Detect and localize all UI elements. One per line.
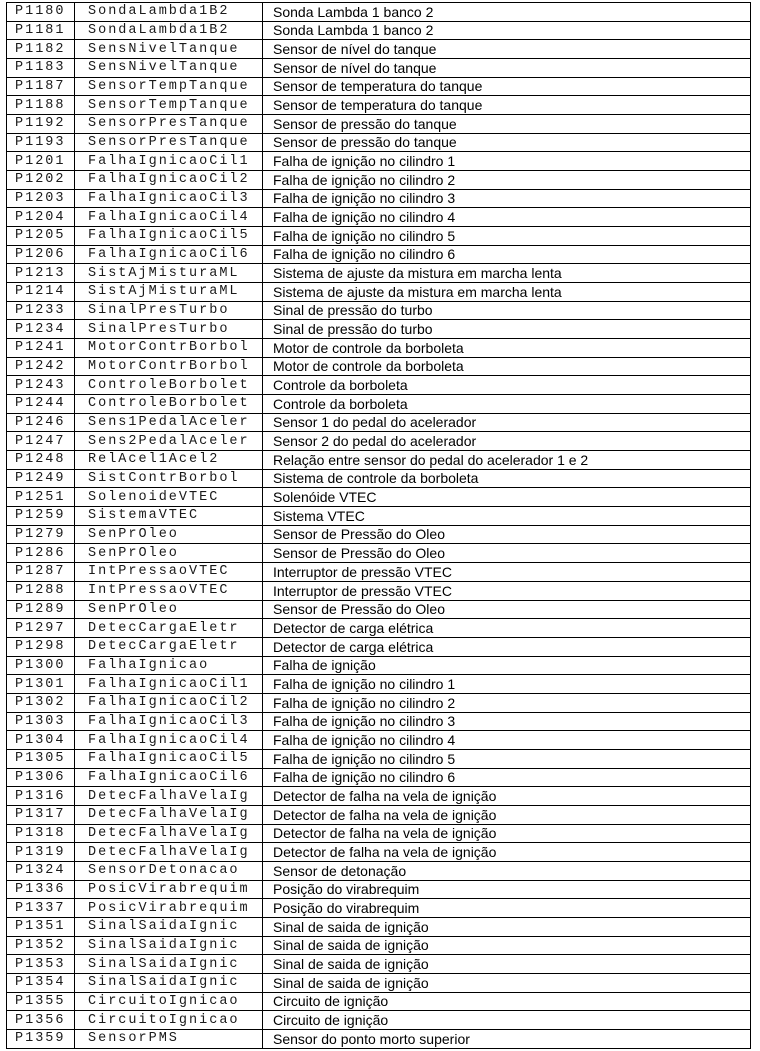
dtc-code-cell: P1187	[7, 77, 75, 96]
dtc-code-cell: P1193	[7, 133, 75, 152]
table-row	[7, 600, 751, 619]
dtc-description-cell: Sinal de saida de ignição	[263, 917, 751, 936]
dtc-codes-table	[6, 2, 751, 1049]
dtc-code-cell: P1251	[7, 488, 75, 507]
dtc-description-cell: Falha de ignição no cilindro 1	[263, 152, 751, 171]
table-row	[7, 936, 751, 955]
dtc-name-cell: SistAjMisturaML	[75, 283, 263, 302]
table-row	[7, 21, 751, 40]
dtc-name-cell: SinalPresTurbo	[75, 301, 263, 320]
table-row	[7, 619, 751, 638]
table-row	[7, 469, 751, 488]
dtc-description-cell: Sinal de pressão do turbo	[263, 301, 751, 320]
dtc-code-cell: P1351	[7, 917, 75, 936]
dtc-code-cell: P1188	[7, 96, 75, 115]
dtc-code-cell: P1180	[7, 3, 75, 22]
dtc-name-cell: DetecFalhaVelaIg	[75, 824, 263, 843]
dtc-name-cell: SondaLambda1B2	[75, 3, 263, 22]
dtc-code-cell: P1317	[7, 805, 75, 824]
dtc-code-cell: P1204	[7, 208, 75, 227]
dtc-code-cell: P1324	[7, 861, 75, 880]
table-row	[7, 973, 751, 992]
dtc-description-cell: Interruptor de pressão VTEC	[263, 563, 751, 582]
dtc-name-cell: FalhaIgnicaoCil1	[75, 675, 263, 694]
dtc-description-cell: Sistema VTEC	[263, 507, 751, 526]
dtc-name-cell: SinalSaidaIgnic	[75, 936, 263, 955]
dtc-description-cell: Falha de ignição no cilindro 2	[263, 693, 751, 712]
table-row	[7, 40, 751, 59]
dtc-description-cell: Sensor de nível do tanque	[263, 40, 751, 59]
dtc-description-cell: Motor de controle da borboleta	[263, 339, 751, 358]
dtc-code-cell: P1259	[7, 507, 75, 526]
dtc-name-cell: SensNivelTanque	[75, 40, 263, 59]
dtc-description-cell: Falha de ignição no cilindro 5	[263, 227, 751, 246]
dtc-name-cell: FalhaIgnicaoCil1	[75, 152, 263, 171]
dtc-code-cell: P1355	[7, 992, 75, 1011]
dtc-table-body	[7, 3, 751, 1049]
dtc-name-cell: RelAcel1Acel2	[75, 451, 263, 470]
dtc-name-cell: FalhaIgnicaoCil3	[75, 712, 263, 731]
dtc-code-cell: P1247	[7, 432, 75, 451]
table-row	[7, 451, 751, 470]
dtc-code-cell: P1305	[7, 749, 75, 768]
dtc-description-cell: Controle da borboleta	[263, 395, 751, 414]
dtc-name-cell: DetecCargaEletr	[75, 637, 263, 656]
table-row	[7, 115, 751, 134]
dtc-name-cell: Sens2PedalAceler	[75, 432, 263, 451]
dtc-code-cell: P1213	[7, 264, 75, 283]
table-row	[7, 320, 751, 339]
dtc-description-cell: Falha de ignição no cilindro 2	[263, 171, 751, 190]
table-row	[7, 880, 751, 899]
dtc-code-cell: P1233	[7, 301, 75, 320]
dtc-code-cell: P1354	[7, 973, 75, 992]
dtc-name-cell: Sens1PedalAceler	[75, 413, 263, 432]
dtc-name-cell: SensorPMS	[75, 1029, 263, 1048]
dtc-name-cell: MotorContrBorbol	[75, 339, 263, 358]
dtc-code-cell: P1234	[7, 320, 75, 339]
dtc-description-cell: Sensor de Pressão do Oleo	[263, 600, 751, 619]
dtc-description-cell: Posição do virabrequim	[263, 899, 751, 918]
dtc-description-cell: Sonda Lambda 1 banco 2	[263, 21, 751, 40]
dtc-name-cell: ControleBorbolet	[75, 376, 263, 395]
table-row	[7, 189, 751, 208]
dtc-description-cell: Sensor de detonação	[263, 861, 751, 880]
dtc-name-cell: SensorTempTanque	[75, 77, 263, 96]
table-row	[7, 283, 751, 302]
table-row	[7, 227, 751, 246]
dtc-description-cell: Circuito de ignição	[263, 992, 751, 1011]
dtc-name-cell: FalhaIgnicaoCil6	[75, 768, 263, 787]
dtc-name-cell: SolenoideVTEC	[75, 488, 263, 507]
table-row	[7, 525, 751, 544]
table-row	[7, 861, 751, 880]
table-row	[7, 563, 751, 582]
dtc-name-cell: SinalPresTurbo	[75, 320, 263, 339]
dtc-name-cell: CircuitoIgnicao	[75, 992, 263, 1011]
dtc-description-cell: Sinal de saida de ignição	[263, 936, 751, 955]
table-row	[7, 357, 751, 376]
dtc-name-cell: SenPrOleo	[75, 600, 263, 619]
dtc-name-cell: SistAjMisturaML	[75, 264, 263, 283]
dtc-code-cell: P1302	[7, 693, 75, 712]
dtc-code-cell: P1244	[7, 395, 75, 414]
table-row	[7, 59, 751, 78]
dtc-code-cell: P1243	[7, 376, 75, 395]
table-row	[7, 133, 751, 152]
dtc-description-cell: Solenóide VTEC	[263, 488, 751, 507]
dtc-name-cell: FalhaIgnicaoCil2	[75, 693, 263, 712]
dtc-name-cell: PosicVirabrequim	[75, 899, 263, 918]
table-row	[7, 843, 751, 862]
dtc-code-cell: P1205	[7, 227, 75, 246]
dtc-name-cell: CircuitoIgnicao	[75, 1011, 263, 1030]
dtc-code-cell: P1181	[7, 21, 75, 40]
table-row	[7, 208, 751, 227]
dtc-description-cell: Detector de falha na vela de ignição	[263, 843, 751, 862]
dtc-name-cell: FalhaIgnicaoCil5	[75, 749, 263, 768]
dtc-name-cell: SinalSaidaIgnic	[75, 973, 263, 992]
dtc-description-cell: Sonda Lambda 1 banco 2	[263, 3, 751, 22]
dtc-code-cell: P1279	[7, 525, 75, 544]
table-row	[7, 824, 751, 843]
table-row	[7, 413, 751, 432]
table-row	[7, 376, 751, 395]
dtc-name-cell: SinalSaidaIgnic	[75, 917, 263, 936]
dtc-description-cell: Sensor 1 do pedal do acelerador	[263, 413, 751, 432]
table-row	[7, 488, 751, 507]
dtc-name-cell: FalhaIgnicaoCil6	[75, 245, 263, 264]
dtc-code-cell: P1241	[7, 339, 75, 358]
dtc-code-cell: P1336	[7, 880, 75, 899]
dtc-name-cell: SondaLambda1B2	[75, 21, 263, 40]
dtc-name-cell: SensorPresTanque	[75, 115, 263, 134]
dtc-description-cell: Detector de falha na vela de ignição	[263, 824, 751, 843]
dtc-code-cell: P1301	[7, 675, 75, 694]
dtc-name-cell: FalhaIgnicaoCil3	[75, 189, 263, 208]
dtc-name-cell: DetecFalhaVelaIg	[75, 787, 263, 806]
table-row	[7, 395, 751, 414]
dtc-name-cell: SistemaVTEC	[75, 507, 263, 526]
dtc-description-cell: Interruptor de pressão VTEC	[263, 581, 751, 600]
dtc-description-cell: Detector de falha na vela de ignição	[263, 787, 751, 806]
table-row	[7, 899, 751, 918]
dtc-code-cell: P1352	[7, 936, 75, 955]
dtc-code-cell: P1304	[7, 731, 75, 750]
table-row	[7, 1029, 751, 1048]
dtc-description-cell: Sensor de Pressão do Oleo	[263, 525, 751, 544]
table-row	[7, 637, 751, 656]
dtc-name-cell: SensorTempTanque	[75, 96, 263, 115]
dtc-description-cell: Circuito de ignição	[263, 1011, 751, 1030]
dtc-code-cell: P1192	[7, 115, 75, 134]
table-row	[7, 3, 751, 22]
dtc-code-cell: P1182	[7, 40, 75, 59]
table-row	[7, 693, 751, 712]
dtc-description-cell: Falha de ignição no cilindro 4	[263, 208, 751, 227]
table-row	[7, 301, 751, 320]
dtc-description-cell: Posição do virabrequim	[263, 880, 751, 899]
table-row	[7, 245, 751, 264]
dtc-name-cell: MotorContrBorbol	[75, 357, 263, 376]
dtc-description-cell: Falha de ignição no cilindro 6	[263, 768, 751, 787]
dtc-description-cell: Sinal de saida de ignição	[263, 973, 751, 992]
dtc-code-cell: P1288	[7, 581, 75, 600]
dtc-name-cell: SensorPresTanque	[75, 133, 263, 152]
table-row	[7, 712, 751, 731]
dtc-name-cell: IntPressaoVTEC	[75, 563, 263, 582]
table-row	[7, 171, 751, 190]
table-row	[7, 917, 751, 936]
dtc-description-cell: Falha de ignição no cilindro 4	[263, 731, 751, 750]
table-row	[7, 656, 751, 675]
dtc-code-cell: P1214	[7, 283, 75, 302]
dtc-code-cell: P1289	[7, 600, 75, 619]
dtc-description-cell: Sensor 2 do pedal do acelerador	[263, 432, 751, 451]
dtc-name-cell: SinalSaidaIgnic	[75, 955, 263, 974]
dtc-name-cell: FalhaIgnicaoCil2	[75, 171, 263, 190]
table-row	[7, 768, 751, 787]
dtc-name-cell: FalhaIgnicao	[75, 656, 263, 675]
dtc-description-cell: Sinal de saida de ignição	[263, 955, 751, 974]
dtc-code-cell: P1203	[7, 189, 75, 208]
dtc-code-cell: P1242	[7, 357, 75, 376]
table-row	[7, 955, 751, 974]
dtc-name-cell: DetecCargaEletr	[75, 619, 263, 638]
dtc-name-cell: FalhaIgnicaoCil5	[75, 227, 263, 246]
table-row	[7, 96, 751, 115]
dtc-code-cell: P1353	[7, 955, 75, 974]
dtc-description-cell: Falha de ignição no cilindro 3	[263, 189, 751, 208]
table-row	[7, 787, 751, 806]
dtc-description-cell: Falha de ignição no cilindro 3	[263, 712, 751, 731]
dtc-description-cell: Sensor de temperatura do tanque	[263, 77, 751, 96]
dtc-name-cell: FalhaIgnicaoCil4	[75, 731, 263, 750]
dtc-name-cell: FalhaIgnicaoCil4	[75, 208, 263, 227]
table-row	[7, 805, 751, 824]
dtc-name-cell: SensorDetonacao	[75, 861, 263, 880]
dtc-name-cell: DetecFalhaVelaIg	[75, 805, 263, 824]
dtc-description-cell: Relação entre sensor do pedal do acelerador 1 e 2	[263, 451, 751, 470]
table-row	[7, 264, 751, 283]
dtc-code-cell: P1249	[7, 469, 75, 488]
dtc-code-cell: P1337	[7, 899, 75, 918]
dtc-description-cell: Sistema de ajuste da mistura em marcha lenta	[263, 283, 751, 302]
table-row	[7, 339, 751, 358]
dtc-code-cell: P1318	[7, 824, 75, 843]
dtc-description-cell: Sensor do ponto morto superior	[263, 1029, 751, 1048]
dtc-description-cell: Sensor de pressão do tanque	[263, 133, 751, 152]
table-row	[7, 1011, 751, 1030]
table-row	[7, 544, 751, 563]
dtc-code-cell: P1248	[7, 451, 75, 470]
dtc-description-cell: Falha de ignição no cilindro 1	[263, 675, 751, 694]
dtc-code-cell: P1306	[7, 768, 75, 787]
dtc-code-cell: P1303	[7, 712, 75, 731]
table-row	[7, 749, 751, 768]
dtc-code-cell: P1286	[7, 544, 75, 563]
dtc-description-cell: Detector de carga elétrica	[263, 619, 751, 638]
dtc-name-cell: SensNivelTanque	[75, 59, 263, 78]
dtc-code-cell: P1287	[7, 563, 75, 582]
dtc-code-cell: P1356	[7, 1011, 75, 1030]
dtc-description-cell: Falha de ignição no cilindro 5	[263, 749, 751, 768]
dtc-description-cell: Detector de carga elétrica	[263, 637, 751, 656]
dtc-description-cell: Sensor de pressão do tanque	[263, 115, 751, 134]
dtc-name-cell: PosicVirabrequim	[75, 880, 263, 899]
dtc-code-cell: P1183	[7, 59, 75, 78]
table-row	[7, 675, 751, 694]
dtc-description-cell: Sistema de ajuste da mistura em marcha lenta	[263, 264, 751, 283]
dtc-description-cell: Falha de ignição	[263, 656, 751, 675]
dtc-code-cell: P1319	[7, 843, 75, 862]
dtc-code-cell: P1297	[7, 619, 75, 638]
dtc-name-cell: DetecFalhaVelaIg	[75, 843, 263, 862]
dtc-description-cell: Sistema de controle da borboleta	[263, 469, 751, 488]
dtc-code-cell: P1206	[7, 245, 75, 264]
dtc-name-cell: SenPrOleo	[75, 544, 263, 563]
dtc-name-cell: SenPrOleo	[75, 525, 263, 544]
dtc-name-cell: SistContrBorbol	[75, 469, 263, 488]
dtc-code-cell: P1300	[7, 656, 75, 675]
table-row	[7, 731, 751, 750]
dtc-description-cell: Sinal de pressão do turbo	[263, 320, 751, 339]
dtc-code-cell: P1316	[7, 787, 75, 806]
dtc-description-cell: Sensor de temperatura do tanque	[263, 96, 751, 115]
table-row	[7, 152, 751, 171]
table-row	[7, 581, 751, 600]
dtc-description-cell: Falha de ignição no cilindro 6	[263, 245, 751, 264]
dtc-description-cell: Controle da borboleta	[263, 376, 751, 395]
dtc-description-cell: Sensor de Pressão do Oleo	[263, 544, 751, 563]
dtc-description-cell: Detector de falha na vela de ignição	[263, 805, 751, 824]
dtc-code-cell: P1298	[7, 637, 75, 656]
dtc-description-cell: Motor de controle da borboleta	[263, 357, 751, 376]
dtc-description-cell: Sensor de nível do tanque	[263, 59, 751, 78]
dtc-code-cell: P1201	[7, 152, 75, 171]
dtc-code-cell: P1246	[7, 413, 75, 432]
table-row	[7, 507, 751, 526]
table-row	[7, 432, 751, 451]
dtc-code-cell: P1359	[7, 1029, 75, 1048]
dtc-code-cell: P1202	[7, 171, 75, 190]
dtc-name-cell: IntPressaoVTEC	[75, 581, 263, 600]
table-row	[7, 992, 751, 1011]
dtc-name-cell: ControleBorbolet	[75, 395, 263, 414]
table-row	[7, 77, 751, 96]
